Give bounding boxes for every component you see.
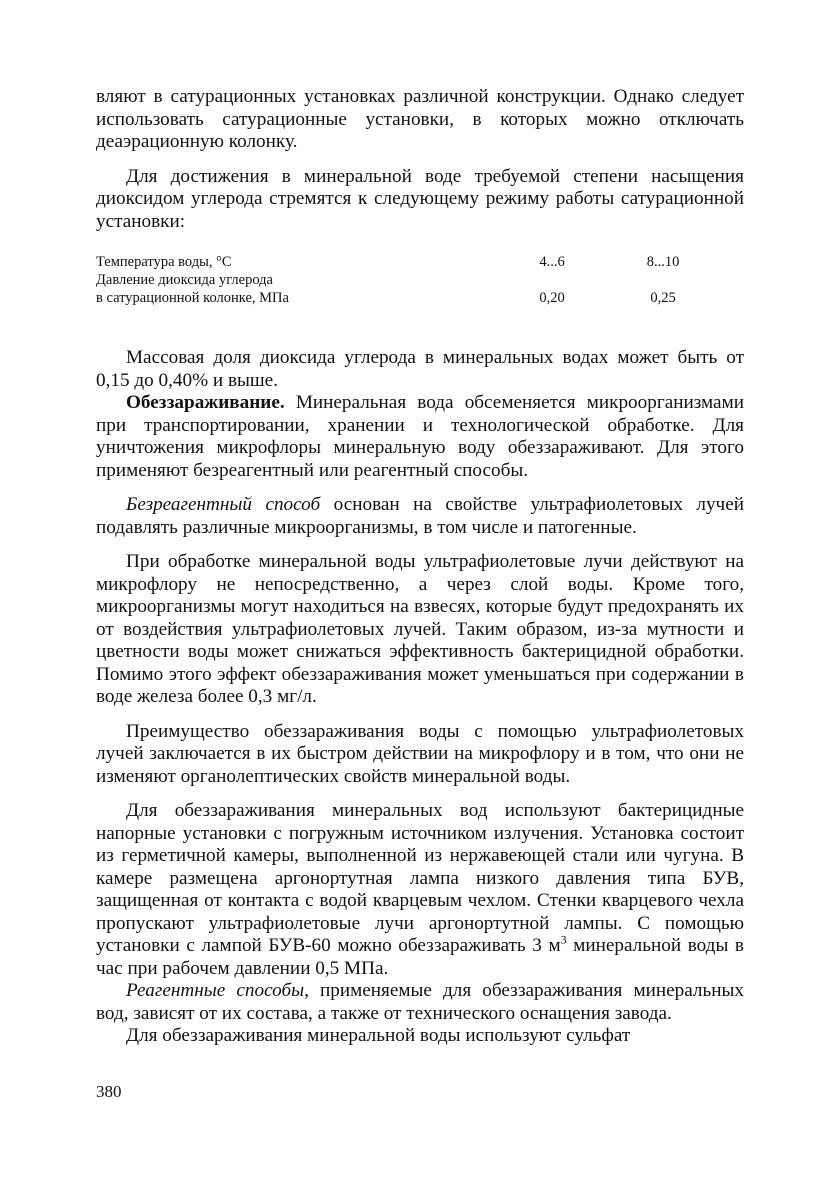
paragraph (96, 980, 744, 1025)
term-emphasis: Реагентные способы, (126, 980, 309, 1001)
paragraph-text: применяемые для обеззараживания минеральных вод, зависят от их состава, а также от технического оснащения завода. (96, 980, 744, 1024)
paragraph-text: минеральной воды в час при рабочем давлении 0,5 МПа. (96, 935, 744, 979)
parameter-name: в сатурационной колонке, МПа (96, 290, 289, 306)
parameters-table (96, 253, 744, 307)
page-number: 380 (96, 1082, 122, 1101)
paragraph: Для обеззараживания минеральной воды используют сульфат (126, 1025, 631, 1046)
parameter-value: 0,20 (539, 290, 565, 306)
paragraph-text: Для обеззараживания минеральных вод используют бактерицидные напорные установки с погружным источником излучения. Установка состоит из герметичной камеры, выполненной из нержавеющей стали или чугуна. В камере размещена аргонортутная лампа низкого давления типа БУВ, защищенная от контакта с водой кварцевым чехлом. Стенки кварцевого чехла пропускают ультрафиолетовые лучи аргонортутной лампы. С помощью установки с лампой БУВ-60 можно обеззараживать 3 м (96, 800, 744, 956)
paragraph: Массовая доля диоксида углерода в минеральных водах может быть от 0,15 до 0,40% и выше. (96, 347, 744, 391)
paragraph (96, 392, 744, 482)
paragraph-text: Минеральная вода обсеменяется микроорганизмами при транспортировании, хранении и технологической обработке. Для уничтожения микрофлоры минеральную воду обеззараживают. Для этого применяют безреагентный или реагентный способы. (96, 392, 744, 481)
superscript: 3 (560, 932, 567, 947)
section-heading: Обеззараживание. (126, 392, 285, 413)
parameter-row (96, 289, 744, 307)
paragraph-text: основан на свойстве ультрафиолетовых лучей подавлять различные микроорганизмы, в том числе и патогенные. (96, 494, 744, 538)
parameter-row (96, 271, 744, 289)
parameter-name: Давление диоксида углерода (96, 272, 273, 288)
paragraph: Для достижения в минеральной воде требуемой степени насыщения диоксидом углерода стремятся к следующему режиму работы сатурационной установки: (96, 165, 744, 232)
parameter-value: 8...10 (646, 254, 680, 270)
paragraph (96, 800, 744, 980)
paragraph: Преимущество обеззараживания воды с помощью ультрафиолетовых лучей заключается в их быстром действии на микрофлору и в том, что они не изменяют органолептических свойств минеральной воды. (96, 720, 744, 787)
parameter-value: 0,25 (650, 290, 676, 306)
parameter-row (96, 253, 744, 271)
paragraph: При обработке минеральной воды ультрафиолетовые лучи действуют на микрофлору не непосредственно, а через слой воды. Кроме того, микроорганизмы могут находиться на взвесях, которые будут предохранять их от воздействия ультрафиолетовых лучей. Таким образом, из-за мутности и цветности воды может снижаться эффективность бактерицидной обработки. Помимо этого эффект обеззараживания может уменьшаться при содержании в воде железа более 0,3 мг/л. (96, 551, 744, 707)
page-text (96, 86, 744, 1048)
term-emphasis: Безреагентный способ (126, 494, 321, 515)
parameter-value: 4...6 (539, 254, 565, 270)
parameter-name: Температура воды, °С (96, 254, 232, 270)
paragraph: вляют в сатурационных установках различной конструкции. Однако следует использовать сатурационные установки, в которых можно отключать деаэрационную колонку. (96, 86, 744, 152)
paragraph (96, 494, 744, 539)
